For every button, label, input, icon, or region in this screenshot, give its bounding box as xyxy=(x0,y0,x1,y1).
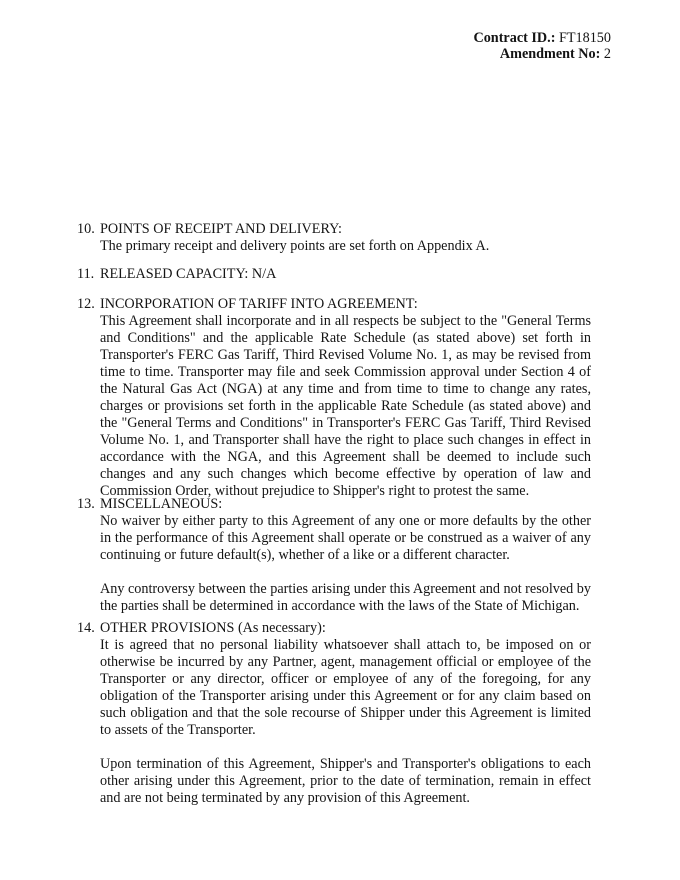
section-heading: OTHER PROVISIONS (As necessary): xyxy=(100,620,326,636)
section-heading-line xyxy=(77,266,591,283)
section-10 xyxy=(77,221,591,255)
section-heading-line xyxy=(77,296,591,313)
section-11 xyxy=(77,266,591,283)
section-heading-line xyxy=(77,496,591,513)
section-body xyxy=(100,238,591,255)
section-paragraph: It is agreed that no personal liability whatsoever shall attach to, be imposed on or otherwise be incurred by any Partner, agent, management official or employee of the Transporter or any director, officer or employee of any of the foregoing, for any obligation of the Transporter arising under this Agreement or for any claim based on such obligation and that the sole recourse of Shipper under this Agreement is limited to assets of the Transporter. xyxy=(100,637,591,738)
contract-id-line xyxy=(473,30,611,46)
section-paragraph: This Agreement shall incorporate and in all respects be subject to the "General Terms and Conditions" and the applicable Rate Schedule (as stated above) set forth in Transporter's FERC Gas Tariff, Third Revised Volume No. 1, as may be revised from time to time. Transporter may file and seek Commission approval under Section 4 of the Natural Gas Act (NGA) at any time and from time to time to change any rates, charges or provisions set forth in the applicable Rate Schedule (as stated above) and the "General Terms and Conditions" in Transporter's FERC Gas Tariff, Third Revised Volume No. 1, and Transporter shall have the right to place such changes in effect in accordance with the NGA, and this Agreement shall be deemed to include such changes and any such changes which become effective by operation of law and Commission Order, without prejudice to Shipper's right to protest the same. xyxy=(100,313,591,499)
section-paragraph: Upon termination of this Agreement, Shipper's and Transporter's obligations to each other arising under this Agreement, prior to the date of termination, remain in effect and are not being terminated by any provision of this Agreement. xyxy=(100,756,591,806)
section-number: 11. xyxy=(77,266,95,282)
section-number: 12. xyxy=(77,296,95,312)
section-heading: INCORPORATION OF TARIFF INTO AGREEMENT: xyxy=(100,296,418,312)
section-number: 13. xyxy=(77,496,95,512)
section-13 xyxy=(77,496,591,615)
document-header xyxy=(473,30,611,62)
contract-id-value: FT18150 xyxy=(558,30,611,46)
section-paragraph: Any controversy between the parties arising under this Agreement and not resolved by the parties shall be determined in accordance with the laws of the State of Michigan. xyxy=(100,581,591,614)
section-body xyxy=(100,313,591,500)
section-14 xyxy=(77,620,591,807)
section-12 xyxy=(77,296,591,500)
section-paragraph: The primary receipt and delivery points are set forth on Appendix A. xyxy=(100,238,490,254)
section-heading-line xyxy=(77,620,591,637)
amendment-line xyxy=(473,46,611,62)
section-body xyxy=(100,637,591,807)
section-number: 14. xyxy=(77,620,95,636)
amendment-label: Amendment No: xyxy=(499,46,601,62)
section-paragraph: No waiver by either party to this Agreement of any one or more defaults by the other in the performance of this Agreement shall operate or be construed as a waiver of any continuing or future default(s), whether of a like or a different character. xyxy=(100,513,591,563)
amendment-value: 2 xyxy=(603,46,611,62)
section-heading: MISCELLANEOUS: xyxy=(100,496,223,512)
section-number: 10. xyxy=(77,221,95,237)
section-heading-line xyxy=(77,221,591,238)
contract-id-label: Contract ID.: xyxy=(473,30,556,46)
section-heading: RELEASED CAPACITY: N/A xyxy=(100,266,277,282)
section-body xyxy=(100,513,591,615)
section-heading: POINTS OF RECEIPT AND DELIVERY: xyxy=(100,221,343,237)
